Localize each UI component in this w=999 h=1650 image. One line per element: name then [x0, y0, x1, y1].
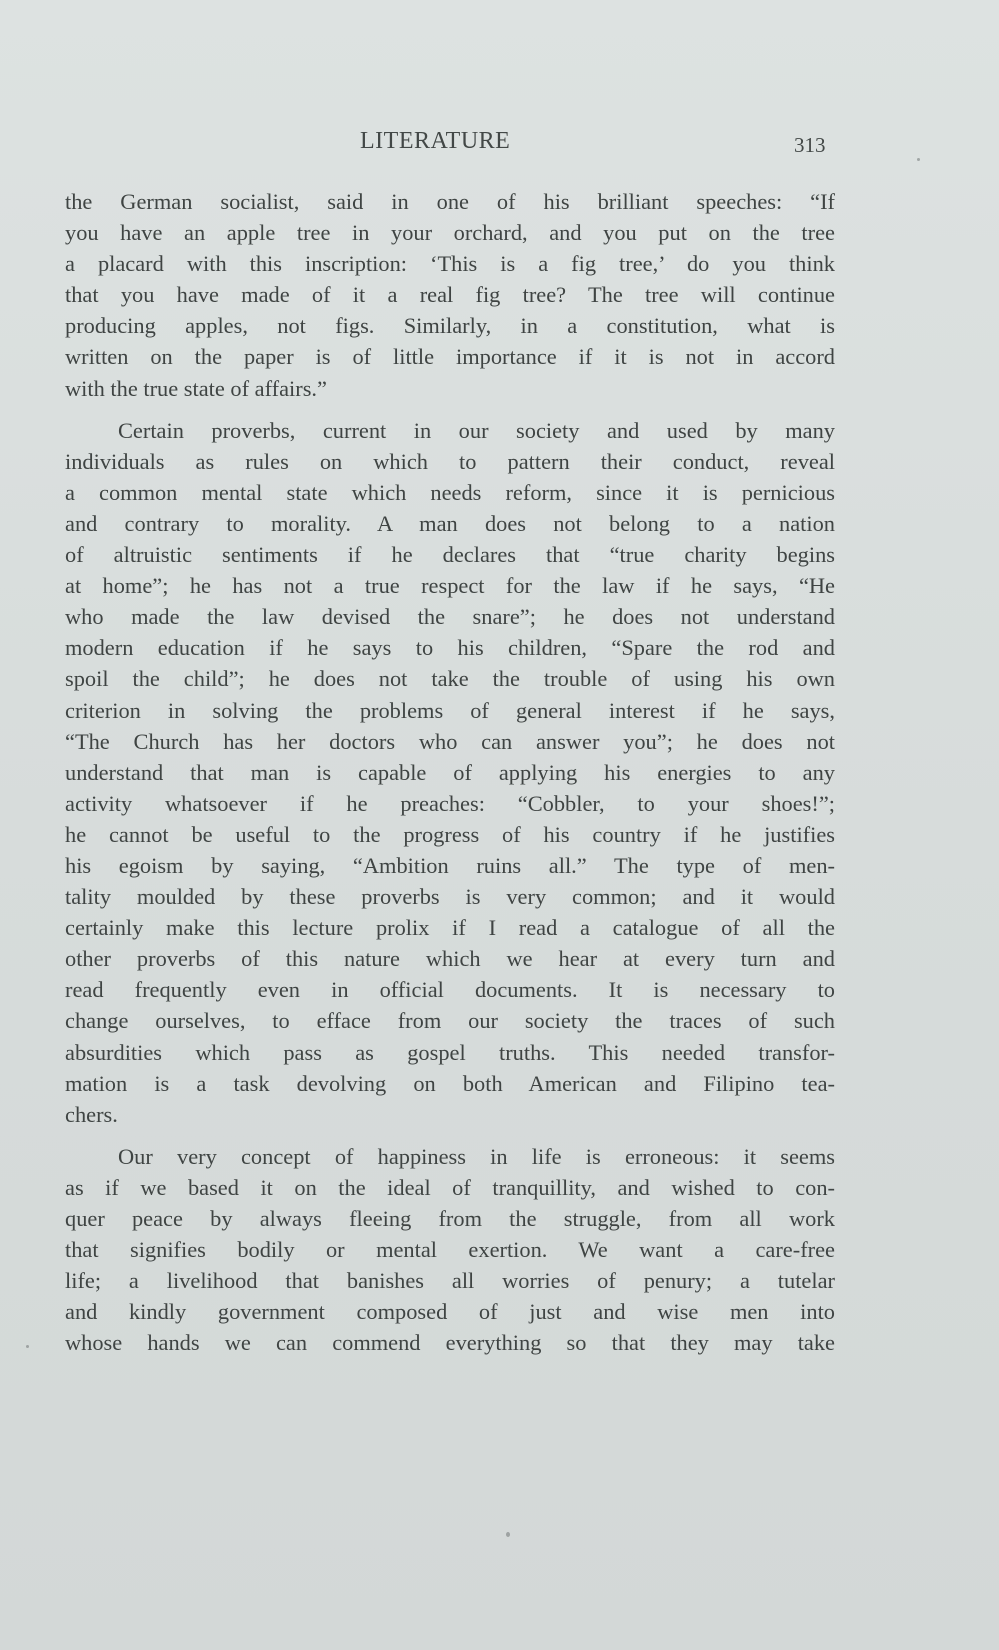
page-header-title: LITERATURE	[360, 128, 511, 154]
text-line: you have an apple tree in your orchard, and you put on the tree	[65, 220, 835, 246]
paragraph-2	[65, 415, 835, 1130]
text-line: other proverbs of this nature which we hear at every turn and	[65, 946, 835, 972]
text-line: read frequently even in official documents. It is necessary to	[65, 977, 835, 1003]
text-line: his egoism by saying, “Ambition ruins all.” The type of men-	[65, 852, 835, 878]
text-line: life; a livelihood that banishes all worries of penury; a tutelar	[65, 1268, 835, 1294]
text-line: that you have made of it a real fig tree? The tree will continue	[65, 282, 835, 308]
text-line: individuals as rules on which to pattern their conduct, reveal	[65, 448, 835, 474]
running-head	[0, 128, 999, 158]
text-line: modern education if he says to his children, “Spare the rod and	[65, 635, 835, 661]
text-line: who made the law devised the snare”; he does not understand	[65, 604, 835, 630]
text-line: quer peace by always fleeing from the struggle, from all work	[65, 1206, 835, 1231]
text-line: a placard with this inscription: ‘This is a fig tree,’ do you think	[65, 251, 835, 277]
text-line: criterion in solving the problems of general interest if he says,	[65, 697, 835, 723]
text-line: “The Church has her doctors who can answer you”; he does not	[65, 728, 835, 754]
text-line: mation is a task devolving on both American and Filipino tea-	[65, 1070, 835, 1096]
text-line: he cannot be useful to the progress of his country if he justifies	[65, 821, 835, 847]
text-line: understand that man is capable of applying his energies to any	[65, 759, 835, 785]
text-line: spoil the child”; he does not take the trouble of using his own	[65, 666, 835, 692]
text-line: with the true state of affairs.”	[65, 375, 327, 401]
text-line: the German socialist, said in one of his brilliant speeches: “If	[65, 189, 835, 214]
text-line: at home”; he has not a true respect for the law if he says, “He	[65, 573, 835, 599]
page-number: 313	[794, 133, 826, 157]
paper-speck	[26, 1345, 29, 1348]
text-line: Certain proverbs, current in our society and used by many	[118, 417, 835, 443]
text-line: tality moulded by these proverbs is very common; and it would	[65, 884, 835, 910]
text-line: written on the paper is of little importance if it is not in accord	[65, 344, 835, 370]
text-line: change ourselves, to efface from our society the traces of such	[65, 1008, 835, 1034]
text-line: activity whatsoever if he preaches: “Cobbler, to your shoes!”;	[65, 790, 835, 816]
paragraph-3	[65, 1141, 835, 1359]
text-line: whose hands we can commend everything so that they may take	[65, 1330, 835, 1356]
body-text	[65, 186, 835, 1358]
text-line: a common mental state which needs reform, since it is pernicious	[65, 479, 835, 505]
text-line: absurdities which pass as gospel truths. This needed transfor-	[65, 1039, 835, 1065]
text-line: Our very concept of happiness in life is erroneous: it seems	[118, 1143, 835, 1169]
text-line: and contrary to morality. A man does not belong to a nation	[65, 510, 835, 536]
text-line: producing apples, not figs. Similarly, in a constitution, what is	[65, 313, 835, 339]
text-line: certainly make this lecture prolix if I read a catalogue of all the	[65, 915, 835, 941]
paragraph-1	[65, 186, 835, 404]
paper-speck	[917, 158, 920, 161]
text-line: that signifies bodily or mental exertion. We want a care-free	[65, 1237, 835, 1263]
text-line: chers.	[65, 1101, 118, 1127]
paper-speck	[506, 1532, 510, 1537]
text-line: of altruistic sentiments if he declares that “true charity begins	[65, 542, 835, 568]
text-line: and kindly government composed of just and wise men into	[65, 1299, 835, 1325]
text-line: as if we based it on the ideal of tranquillity, and wished to con-	[65, 1174, 835, 1200]
